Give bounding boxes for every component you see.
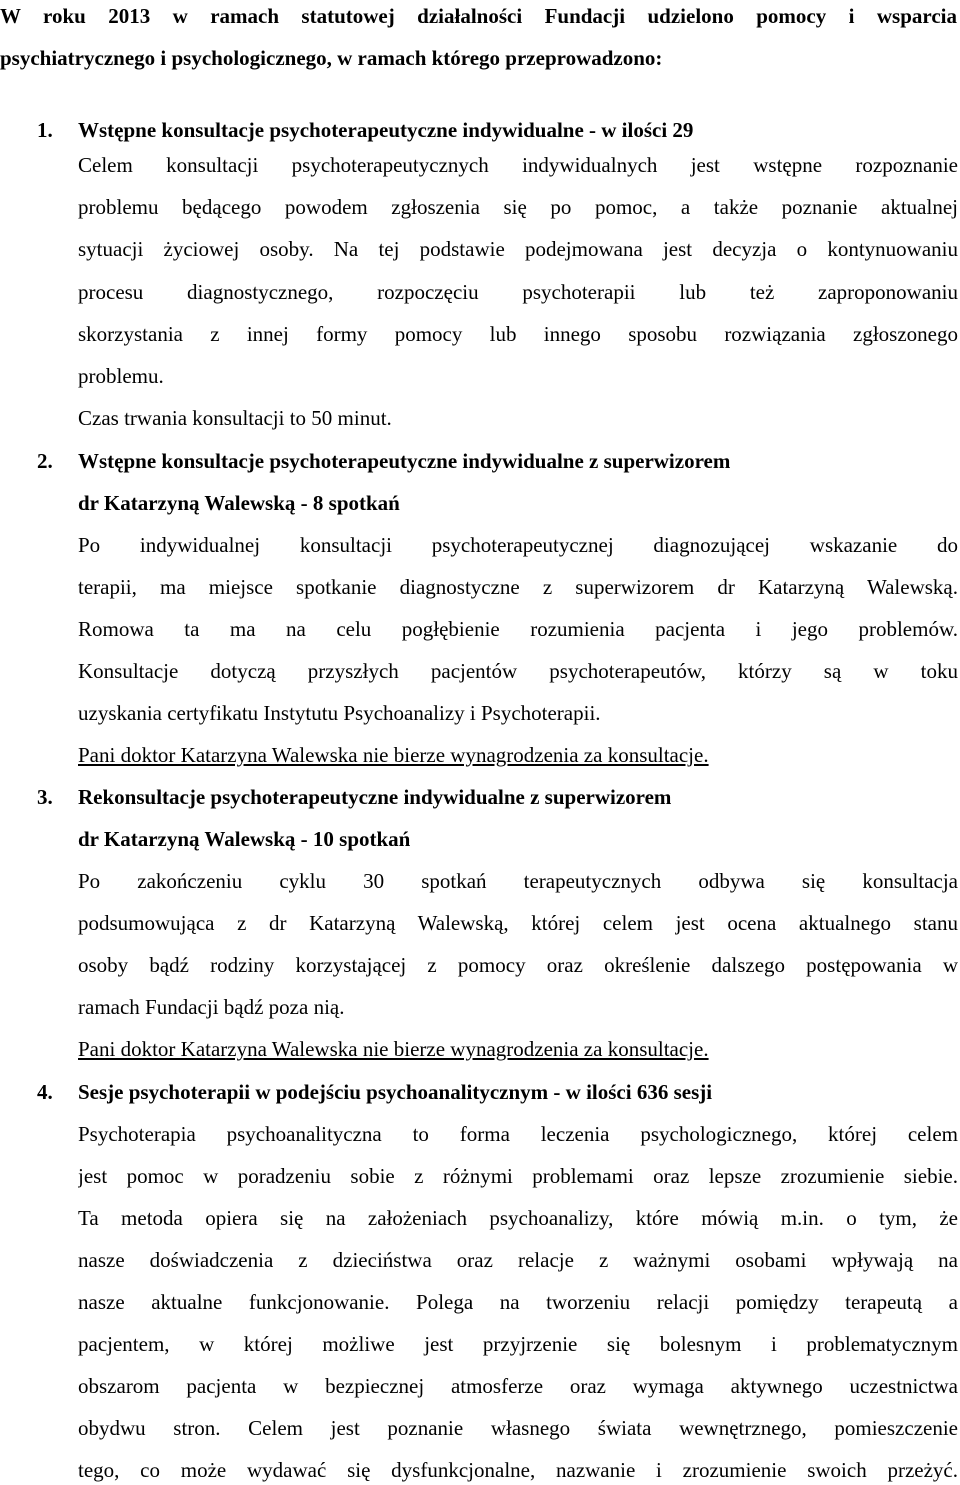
section-2-line-4: Konsultacje dotyczą przyszłych pacjentów psychoterapeutów, którzy są w toku (78, 659, 958, 683)
section-1-line-6: problemu. (78, 364, 164, 388)
section-4-number: 4. (37, 1080, 53, 1104)
section-4-line-5: nasze aktualne funkcjonowanie. Polega na tworzeniu relacji pomiędzy terapeutą a (78, 1290, 958, 1314)
section-4-line-6: pacjentem, w której możliwe jest przyjrzenie się bolesnym i problematycznym (78, 1332, 958, 1356)
section-2-number: 2. (37, 449, 53, 473)
section-1-line-7: Czas trwania konsultacji to 50 minut. (78, 406, 392, 430)
section-3-line-1: Po zakończeniu cyklu 30 spotkań terapeutycznych odbywa się konsultacja (78, 869, 958, 893)
section-3-heading: Rekonsultacje psychoterapeutyczne indywidualne z superwizorem (78, 785, 672, 809)
section-4-heading: Sesje psychoterapii w podejściu psychoanalitycznym - w ilości 636 sesji (78, 1080, 713, 1104)
section-3-line-2: podsumowująca z dr Katarzyną Walewską, której celem jest ocena aktualnego stanu (78, 911, 958, 935)
section-2-line-3: Romowa ta ma na celu pogłębienie rozumienia pacjenta i jego problemów. (78, 617, 958, 641)
section-2-heading-2: dr Katarzyną Walewską - 8 spotkań (78, 491, 400, 515)
intro-line-2: psychiatrycznego i psychologicznego, w ramach którego przeprowadzono: (0, 46, 663, 70)
section-1-heading: Wstępne konsultacje psychoterapeutyczne indywidualne - w ilości 29 (78, 118, 694, 142)
section-3-line-4: ramach Fundacji bądź poza nią. (78, 995, 345, 1019)
section-1-line-2: problemu będącego powodem zgłoszenia się po pomoc, a także poznanie aktualnej (78, 195, 958, 219)
section-4-line-2: jest pomoc w poradzeniu sobie z różnymi problemami oraz lepsze zrozumienie siebie. (78, 1164, 958, 1188)
section-2-heading: Wstępne konsultacje psychoterapeutyczne indywidualne z superwizorem (78, 449, 731, 473)
section-2-line-5: uzyskania certyfikatu Instytutu Psychoanalizy i Psychoterapii. (78, 701, 601, 725)
section-4-line-7: obszarom pacjenta w bezpiecznej atmosferze oraz wymaga aktywnego uczestnictwa (78, 1374, 958, 1398)
section-4-line-4: nasze doświadczenia z dzieciństwa oraz relacje z ważnymi osobami wpływają na (78, 1248, 958, 1272)
section-4-line-3: Ta metoda opiera się na założeniach psychoanalizy, które mówią m.in. o tym, że (78, 1206, 958, 1230)
section-1-line-1: Celem konsultacji psychoterapeutycznych indywidualnych jest wstępne rozpoznanie (78, 153, 958, 177)
section-1-number: 1. (37, 118, 53, 142)
section-1-line-3: sytuacji życiowej osoby. Na tej podstawie podejmowana jest decyzja o kontynuowaniu (78, 237, 958, 261)
section-2-line-1: Po indywidualnej konsultacji psychoterapeutycznej diagnozującej wskazanie do (78, 533, 958, 557)
section-3-number: 3. (37, 785, 53, 809)
intro-line-1: W roku 2013 w ramach statutowej działalności Fundacji udzielono pomocy i wsparcia (0, 4, 957, 28)
section-3-heading-2: dr Katarzyną Walewską - 10 spotkań (78, 827, 411, 851)
section-2-note: Pani doktor Katarzyna Walewska nie bierze wynagrodzenia za konsultacje. (78, 743, 709, 767)
section-4-line-8: obydwu stron. Celem jest poznanie własnego świata wewnętrznego, pomieszczenie (78, 1416, 958, 1440)
section-1-line-4: procesu diagnostycznego, rozpoczęciu psychoterapii lub też zaproponowaniu (78, 280, 958, 304)
section-1-line-5: skorzystania z innej formy pomocy lub innego sposobu rozwiązania zgłoszonego (78, 322, 958, 346)
section-3-note: Pani doktor Katarzyna Walewska nie bierze wynagrodzenia za konsultacje. (78, 1037, 709, 1061)
section-3-line-3: osoby bądź rodziny korzystającej z pomocy oraz określenie dalszego postępowania w (78, 953, 958, 977)
section-2-line-2: terapii, ma miejsce spotkanie diagnostyczne z superwizorem dr Katarzyną Walewską. (78, 575, 958, 599)
section-4-line-9: tego, co może wydawać się dysfunkcjonalne, nazwanie i zrozumienie swoich przeżyć. (78, 1458, 958, 1482)
section-4-line-1: Psychoterapia psychoanalityczna to forma leczenia psychologicznego, której celem (78, 1122, 958, 1146)
